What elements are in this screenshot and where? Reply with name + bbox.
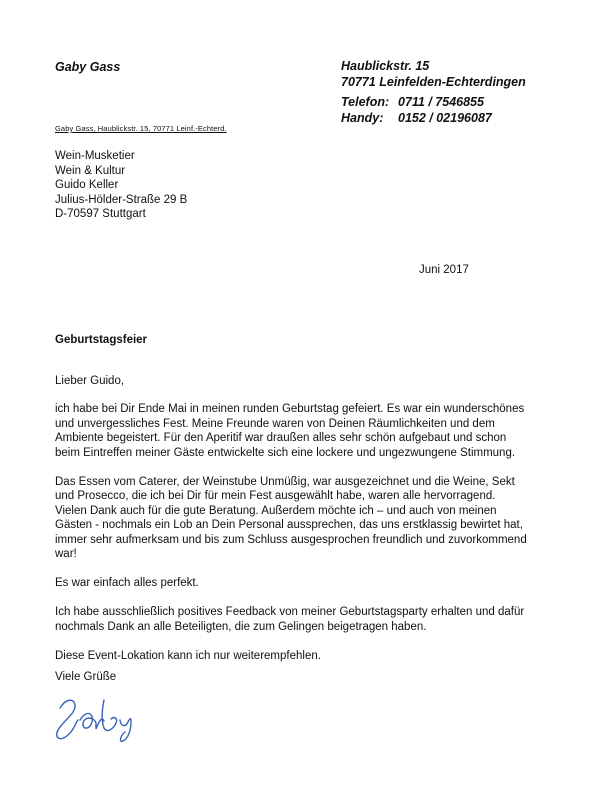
paragraph bbox=[55, 475, 555, 562]
body-line: Vielen Dank auch für die gute Beratung. Außerdem möchte ich – und auch von meinen bbox=[55, 504, 497, 517]
greeting: Lieber Guido, bbox=[55, 375, 125, 387]
body-line: ich habe bei Dir Ende Mai in meinen runden Geburtstag gefeiert. Es war ein wunderschönes bbox=[55, 403, 525, 415]
letter-subject: Geburtstagsfeier bbox=[55, 334, 148, 346]
body-line: beim Eintreffen meiner Gäste entwickelte sich eine lockere und ungezwungene Stimmung. bbox=[55, 446, 516, 459]
body-line: und unvergessliches Fest. Meine Freunde waren von Deinen Räumlichkeiten und dem bbox=[55, 417, 495, 430]
body-line: nochmals Dank an alle Beteiligten, die zum Gelingen beigetragen haben. bbox=[55, 620, 427, 633]
sender-name: Gaby Gass bbox=[55, 60, 121, 74]
body-line: Es war einfach alles perfekt. bbox=[55, 577, 199, 589]
body-line: und Prosecco, die ich bei Dir für mein Fest ausgewählt habe, waren alle hervorragend. bbox=[55, 490, 496, 502]
body-line: Ich habe ausschließlich positives Feedback von meiner Geburtstagsparty erhalten und dafür bbox=[55, 606, 525, 618]
recipient-line: Julius-Hölder-Straße 29 B bbox=[55, 193, 188, 206]
paragraph bbox=[55, 576, 555, 591]
body-line: war! bbox=[55, 548, 77, 560]
body-line: Gästen - nochmals ein Lob an Dein Personal aussprechen, das uns erstklassig bewirtet hat, bbox=[55, 519, 523, 531]
body-line: Diese Event-Lokation kann ich nur weiterempfehlen. bbox=[55, 649, 321, 662]
sender-contact bbox=[341, 94, 492, 126]
handwritten-signature bbox=[50, 690, 160, 745]
paragraph bbox=[55, 402, 555, 460]
recipient-line: Guido Keller bbox=[55, 179, 119, 191]
letter-body bbox=[55, 374, 555, 678]
mobile-label: Handy: bbox=[341, 111, 384, 125]
phone-row bbox=[341, 94, 492, 110]
recipient-line: Wein-Musketier bbox=[55, 150, 135, 162]
body-line: Das Essen vom Caterer, der Weinstube Unmüßig, war ausgezeichnet und die Weine, Sekt bbox=[55, 475, 515, 488]
phone-value: 0711 / 7546855 bbox=[398, 95, 484, 109]
recipient-address bbox=[55, 149, 187, 222]
return-address-line: Gaby Gass, Haublickstr. 15, 70771 Leinf.-Echterd. bbox=[55, 124, 227, 133]
sender-city: 70771 Leinfelden-Echterdingen bbox=[341, 75, 526, 89]
sender-street: Haublickstr. 15 bbox=[341, 59, 430, 73]
mobile-value: 0152 / 02196087 bbox=[398, 111, 492, 125]
letter-date: Juni 2017 bbox=[419, 264, 469, 276]
recipient-line: Wein & Kultur bbox=[55, 164, 126, 177]
mobile-row bbox=[341, 110, 492, 126]
paragraph bbox=[55, 605, 555, 634]
body-line: Ambiente begeistert. Für den Aperitif war draußen alles sehr schön aufgebaut und schon bbox=[55, 432, 507, 444]
sender-address bbox=[341, 58, 526, 90]
body-line: immer sehr aufmerksam und bis zum Schluss ausgesprochen freundlich und zuvorkommend bbox=[55, 533, 527, 546]
paragraph bbox=[55, 649, 555, 664]
recipient-line: D-70597 Stuttgart bbox=[55, 208, 146, 220]
closing-salutation: Viele Grüße bbox=[55, 671, 117, 683]
phone-label: Telefon: bbox=[341, 95, 390, 109]
